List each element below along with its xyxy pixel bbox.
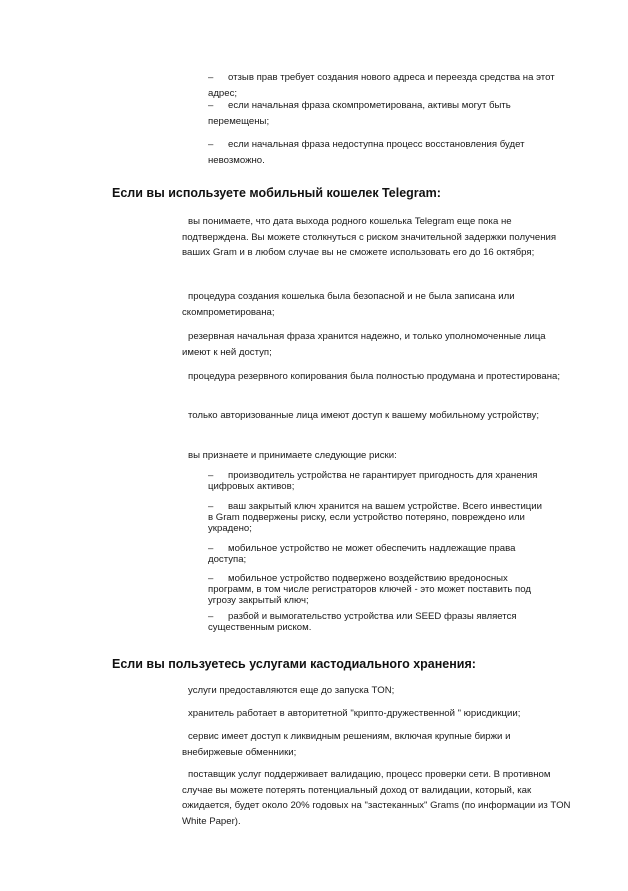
- paragraph-text: процедура создания кошелька была безопасной и не была записана или скомпрометирована;: [182, 291, 515, 318]
- dash-marker: –: [208, 72, 214, 83]
- paragraph: [182, 729, 572, 760]
- risk-list-item: [208, 573, 548, 606]
- paragraph: [182, 683, 572, 699]
- paragraph-text: поставщик услуг поддерживает валидацию, процесс проверки сети. В противном случае вы можете потерять потенциальный доход от валидации, который, как ожидается, будет около 20% годовых на "застеканных" Grams (по информации из TON White Paper).: [182, 769, 571, 827]
- section-heading-custodial: Если вы пользуетесь услугами кастодиального хранения:: [112, 657, 476, 671]
- paragraph: [182, 369, 572, 385]
- section-heading-mobile: Если вы используете мобильный кошелек Telegram:: [112, 186, 441, 200]
- dash-marker: –: [208, 611, 214, 622]
- paragraph-text: сервис имеет доступ к ликвидным решениям, включая крупные биржи и внебиржевые обменники;: [182, 731, 511, 758]
- risk-list-item: [208, 501, 548, 534]
- paragraph: [182, 289, 572, 320]
- paragraph-text: хранитель работает в авторитетной "крипто-дружественной " юрисдикции;: [188, 708, 521, 719]
- dash-marker: –: [208, 100, 214, 111]
- paragraph-text: вы понимаете, что дата выхода родного кошелька Telegram еще пока не подтверждена. Вы можете столкнуться с риском значительной задержки получения ваших Gram и в любом случае вы не сможете использовать его до 16 октября;: [182, 216, 557, 258]
- paragraph-text: только авторизованные лица имеют доступ к вашему мобильному устройству;: [188, 410, 539, 421]
- paragraph: [182, 329, 572, 360]
- paragraph-text: резервная начальная фраза хранится надежно, и только уполномоченные лица имеют к ней доступ;: [182, 331, 546, 358]
- paragraph: [182, 706, 572, 722]
- dash-marker: –: [208, 573, 214, 584]
- list-item-text: мобильное устройство подвержено воздействию вредоносных программ, в том числе регистраторов ключей - это может поставить под угрозу закрытый ключ;: [208, 573, 531, 606]
- list-item-text: если начальная фраза скомпрометирована, активы могут быть перемещены;: [208, 100, 511, 127]
- list-item-text: если начальная фраза недоступна процесс восстановления будет невозможно.: [208, 139, 525, 166]
- list-item-text: ваш закрытый ключ хранится на вашем устройстве. Всего инвестиции в Gram подвержены риску, если устройство потеряно, повреждено или украдено;: [208, 501, 543, 534]
- list-item-text: мобильное устройство не может обеспечить надлежащие права доступа;: [208, 543, 516, 565]
- paragraph: [182, 214, 572, 261]
- paragraph-text: процедура резервного копирования была полностью продумана и протестирована;: [188, 371, 561, 382]
- top-list-item: [208, 137, 568, 168]
- dash-marker: –: [208, 139, 214, 150]
- top-list-item: [208, 98, 568, 129]
- paragraph-text: вы признаете и принимаете следующие риски:: [188, 450, 397, 461]
- dash-marker: –: [208, 470, 214, 481]
- risk-list-item: [208, 611, 548, 633]
- risk-list-item: [208, 470, 548, 492]
- paragraph: [182, 448, 572, 464]
- list-item-text: разбой и вымогательство устройства или SEED фразы является существенным риском.: [208, 611, 517, 633]
- dash-marker: –: [208, 501, 214, 512]
- paragraph: [182, 767, 572, 829]
- list-item-text: производитель устройства не гарантирует пригодность для хранения цифровых активов;: [208, 470, 538, 492]
- top-list-item: [208, 70, 568, 101]
- risk-list-item: [208, 543, 548, 565]
- list-item-text: отзыв прав требует создания нового адреса и переезда средства на этот адрес;: [208, 72, 555, 99]
- paragraph-text: услуги предоставляются еще до запуска TON;: [188, 685, 395, 696]
- paragraph: [182, 408, 572, 424]
- dash-marker: –: [208, 543, 214, 554]
